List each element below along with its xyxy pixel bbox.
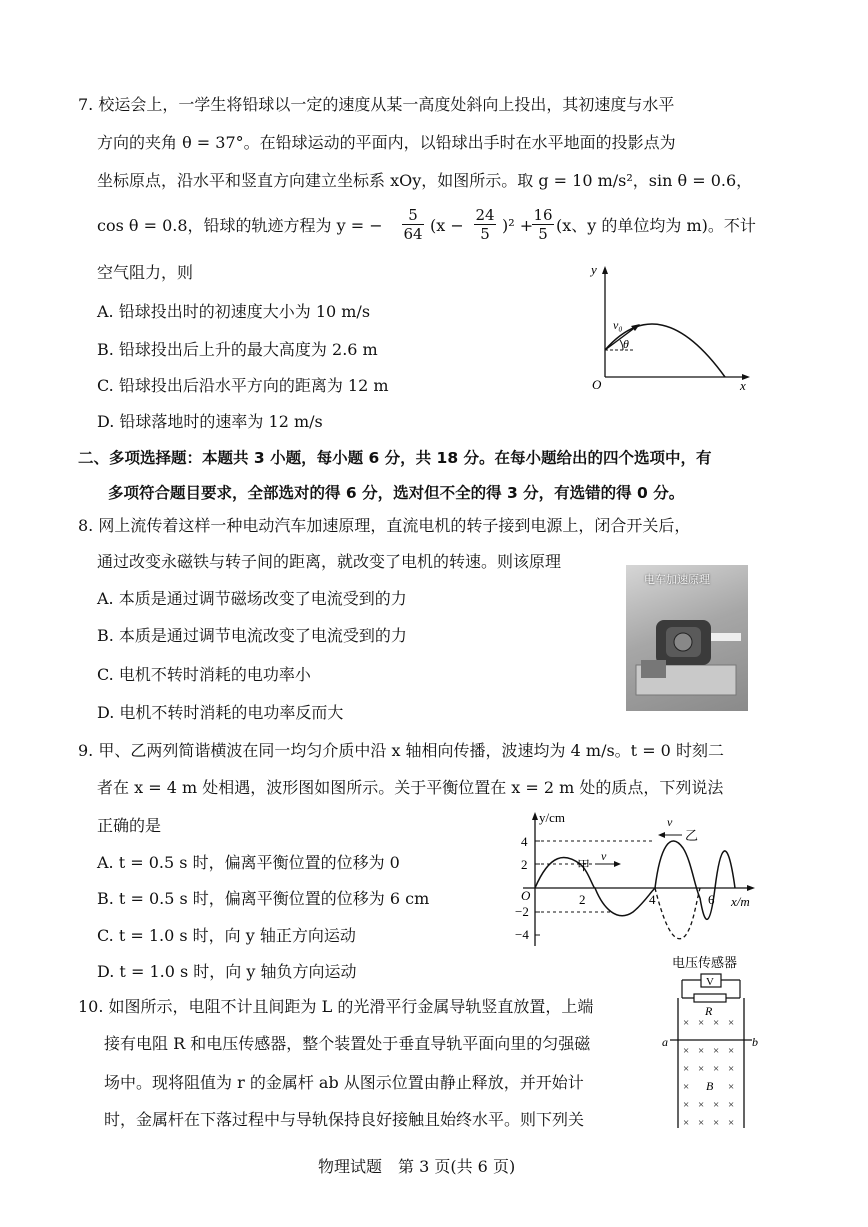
sensor-label: 电压传感器: [672, 955, 738, 970]
fraction-5-64: $\frac{5}{64}$: [403, 206, 423, 243]
field-cross: ×: [698, 1099, 705, 1111]
q10-line-1: 10. 如图所示，电阻不计且间距为 L 的光滑平行金属导轨竖直放置，上端: [78, 997, 594, 1016]
field-cross: ×: [713, 1045, 720, 1057]
q10-circuit-figure: [658, 950, 763, 1132]
field-cross: ×: [728, 1099, 735, 1111]
field-cross: ×: [713, 1099, 720, 1111]
q7-option-b: B. 铅球投出后上升的最大高度为 2.6 m: [97, 340, 378, 359]
v-label-2: v: [667, 815, 673, 829]
q8-option-b: B. 本质是通过调节电流改变了电流受到的力: [97, 626, 407, 645]
field-cross: ×: [713, 1117, 720, 1129]
q9-option-a: A. t = 0.5 s 时，偏离平衡位置的位移为 0: [97, 853, 400, 872]
field-cross: ×: [683, 1017, 690, 1029]
q9-wave-figure: [505, 808, 760, 953]
v0-label: v₀: [613, 318, 623, 332]
rod-end-b: b: [752, 1035, 758, 1049]
y-tick-4: 4: [521, 834, 528, 849]
field-cross: ×: [728, 1117, 735, 1129]
photo-caption: 电车加速原理: [644, 573, 710, 586]
field-cross: ×: [728, 1081, 735, 1093]
q7-line-4b: (x −: [430, 216, 464, 235]
motor-illustration: [626, 565, 748, 711]
field-cross: ×: [683, 1045, 690, 1057]
q9-option-c: C. t = 1.0 s 时，向 y 轴正方向运动: [97, 926, 356, 945]
fraction-16-5: $\frac{16}{5}$: [533, 206, 553, 243]
origin-label: O: [592, 377, 602, 392]
x-tick-4: 4: [649, 892, 656, 907]
y-tick-neg2: −2: [515, 904, 529, 919]
wave-y-label: y/cm: [539, 810, 565, 825]
q7-trajectory-figure: [585, 262, 760, 392]
q7-line-1: 7. 校运会上，一学生将铅球以一定的速度从某一高度处斜向上投出，其初速度与水平: [78, 95, 675, 114]
q9-option-b: B. t = 0.5 s 时，偏离平衡位置的位移为 6 cm: [97, 889, 430, 908]
q8-line-2: 通过改变永磁铁与转子间的距离，就改变了电机的转速。则该原理: [97, 552, 562, 571]
q9-line-1: 9. 甲、乙两列简谐横波在同一均匀介质中沿 x 轴相向传播，波速均为 4 m/s。t = 0 时刻二: [78, 741, 724, 760]
q9-line-2: 者在 x = 4 m 处相遇，波形图如图所示。关于平衡位置在 x = 2 m 处的质点，下列说法: [97, 778, 724, 797]
q7-line-2: 方向的夹角 θ = 37°。在铅球运动的平面内，以铅球出手时在水平地面的投影点为: [97, 133, 676, 152]
y-tick-2: 2: [521, 857, 528, 872]
theta-label: θ: [623, 337, 629, 351]
x-tick-2: 2: [579, 892, 586, 907]
field-cross: ×: [728, 1063, 735, 1075]
wave-x-label: x/m: [731, 894, 750, 909]
q7-line-5: 空气阻力，则: [97, 263, 194, 282]
field-cross: ×: [728, 1017, 735, 1029]
q8-option-c: C. 电机不转时消耗的电功率小: [97, 665, 311, 684]
field-cross: ×: [683, 1117, 690, 1129]
rod-end-a: a: [662, 1035, 668, 1049]
q10-line-2: 接有电阻 R 和电压传感器，整个装置处于垂直导轨平面向里的匀强磁: [104, 1034, 591, 1053]
v-label-1: v: [601, 849, 607, 863]
q7-line-4d: (x、y 的单位均为 m)。不计: [556, 216, 756, 235]
q7-line-4c: )² +: [502, 216, 534, 235]
wave-jia-label: 甲: [577, 858, 591, 873]
field-cross: ×: [698, 1045, 705, 1057]
q8-option-d: D. 电机不转时消耗的电功率反而大: [97, 703, 344, 722]
magnetic-field-crosses: [683, 1017, 734, 1129]
fraction-24-5: $\frac{24}{5}$: [475, 206, 495, 243]
voltmeter-label: V: [706, 976, 714, 988]
field-cross: ×: [728, 1045, 735, 1057]
q7-option-d: D. 铅球落地时的速率为 12 m/s: [97, 412, 323, 431]
x-tick-6: 6: [708, 892, 715, 907]
field-cross: ×: [698, 1017, 705, 1029]
field-label: B: [706, 1079, 714, 1093]
motor-photo: [626, 565, 748, 711]
q8-option-a: A. 本质是通过调节磁场改变了电流受到的力: [97, 589, 407, 608]
field-cross: ×: [698, 1063, 705, 1075]
y-axis-label: y: [591, 262, 597, 277]
q7-option-a: A. 铅球投出时的初速度大小为 10 m/s: [97, 302, 371, 321]
q7-line-3: 坐标原点，沿水平和竖直方向建立坐标系 xOy，如图所示。取 g = 10 m/s²，sin θ = 0.6，: [97, 171, 753, 190]
resistor-label: R: [705, 1004, 713, 1018]
field-cross: ×: [683, 1099, 690, 1111]
section-2-heading: 二、多项选择题：本题共 3 小题，每小题 6 分，共 18 分。在每小题给出的四个选项中，有: [78, 449, 712, 467]
y-tick-neg4: −4: [515, 927, 529, 942]
wave-yi-label: 乙: [685, 828, 699, 843]
x-axis-label: x: [740, 378, 746, 393]
field-cross: ×: [698, 1117, 705, 1129]
q9-option-d: D. t = 1.0 s 时，向 y 轴负方向运动: [97, 962, 357, 981]
q10-line-3: 场中。现将阻值为 r 的金属杆 ab 从图示位置由静止释放，并开始计: [104, 1073, 584, 1092]
q9-line-3: 正确的是: [97, 816, 162, 835]
q8-line-1: 8. 网上流传着这样一种电动汽车加速原理，直流电机的转子接到电源上，闭合开关后，: [78, 516, 691, 535]
field-cross: ×: [683, 1063, 690, 1075]
q7-line-4a: cos θ = 0.8，铅球的轨迹方程为 y = −: [97, 216, 383, 235]
q7-option-c: C. 铅球投出后沿水平方向的距离为 12 m: [97, 376, 389, 395]
section-2-instructions: 多项符合题目要求，全部选对的得 6 分，选对但不全的得 3 分，有选错的得 0 分。: [108, 484, 685, 502]
page-footer: 物理试题 第 3 页(共 6 页): [318, 1157, 516, 1176]
field-cross: ×: [713, 1063, 720, 1075]
wave-origin: O: [521, 888, 531, 903]
q10-line-4: 时，金属杆在下落过程中与导轨保持良好接触且始终水平。则下列关: [104, 1110, 585, 1129]
field-cross: ×: [713, 1017, 720, 1029]
field-cross: ×: [683, 1081, 690, 1093]
